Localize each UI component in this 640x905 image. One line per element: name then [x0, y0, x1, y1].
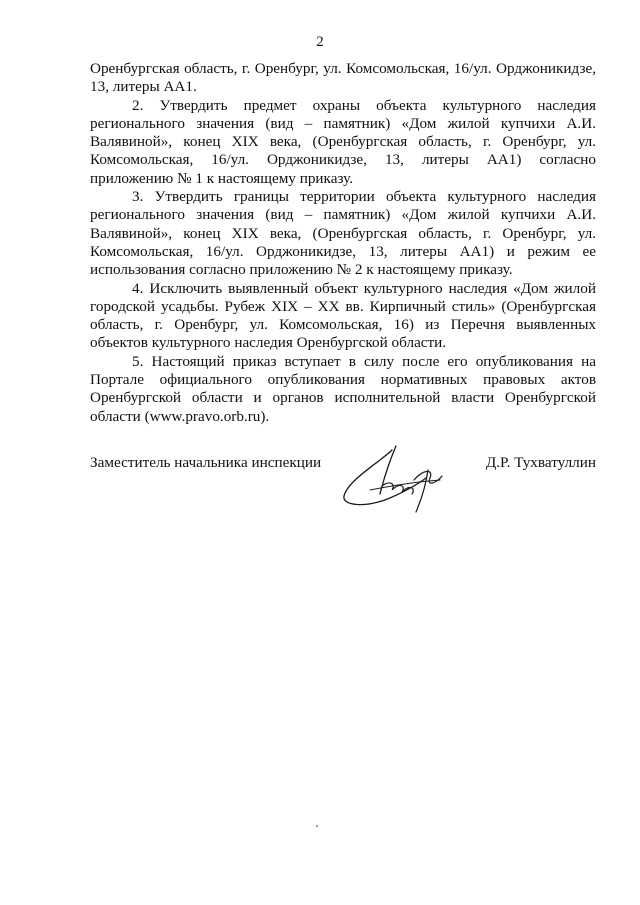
paragraph-continuation: Оренбургская область, г. Оренбург, ул. Комсомольская, 16/ул. Орджоникидзе, 13, литеры АА1.: [90, 60, 596, 96]
document-body: [90, 60, 596, 426]
paragraph-item-5: 5. Настоящий приказ вступает в силу после его опубликования на Портале официального опубликования нормативных правовых актов Оренбургской области и органов исполнительной власти Оренбургской области (www.pravo.orb.ru).: [90, 352, 596, 425]
paragraph-item-4: 4. Исключить выявленный объект культурного наследия «Дом жилой городской усадьбы. Рубеж XIX – XX вв. Кирпичный стиль» (Оренбургская область, г. Оренбург, ул. Комсомольская, 16) из Перечня выявленных объектов культурного наследия Оренбургской области.: [90, 279, 596, 352]
paragraph-item-2: 2. Утвердить предмет охраны объекта культурного наследия регионального значения (вид – памятник) «Дом жилой купчихи А.И. Валявиной», конец XIX века, (Оренбургская область, г. Оренбург, ул. Комсомольская, 16/ул. Орджоникидзе, 13, литеры АА1) согласно приложению № 1 к настоящему приказу.: [90, 96, 596, 187]
signature-block: [90, 440, 596, 520]
scan-artifact-dot: [316, 825, 318, 827]
signer-name: Д.Р. Тухватуллин: [485, 454, 596, 471]
page-number: 2: [316, 34, 324, 50]
paragraph-item-3: 3. Утвердить границы территории объекта культурного наследия регионального значения (вид – памятник) «Дом жилой купчихи А.И. Валявиной», конец XIX века, (Оренбургская область, г. Оренбург, ул. Комсомольская, 16/ул. Орджоникидзе, 13, литеры АА1) и режим ее использования согласно приложению № 2 к настоящему приказу.: [90, 188, 596, 279]
signer-position: Заместитель начальника инспекции: [90, 454, 322, 471]
handwritten-signature: [330, 440, 460, 520]
